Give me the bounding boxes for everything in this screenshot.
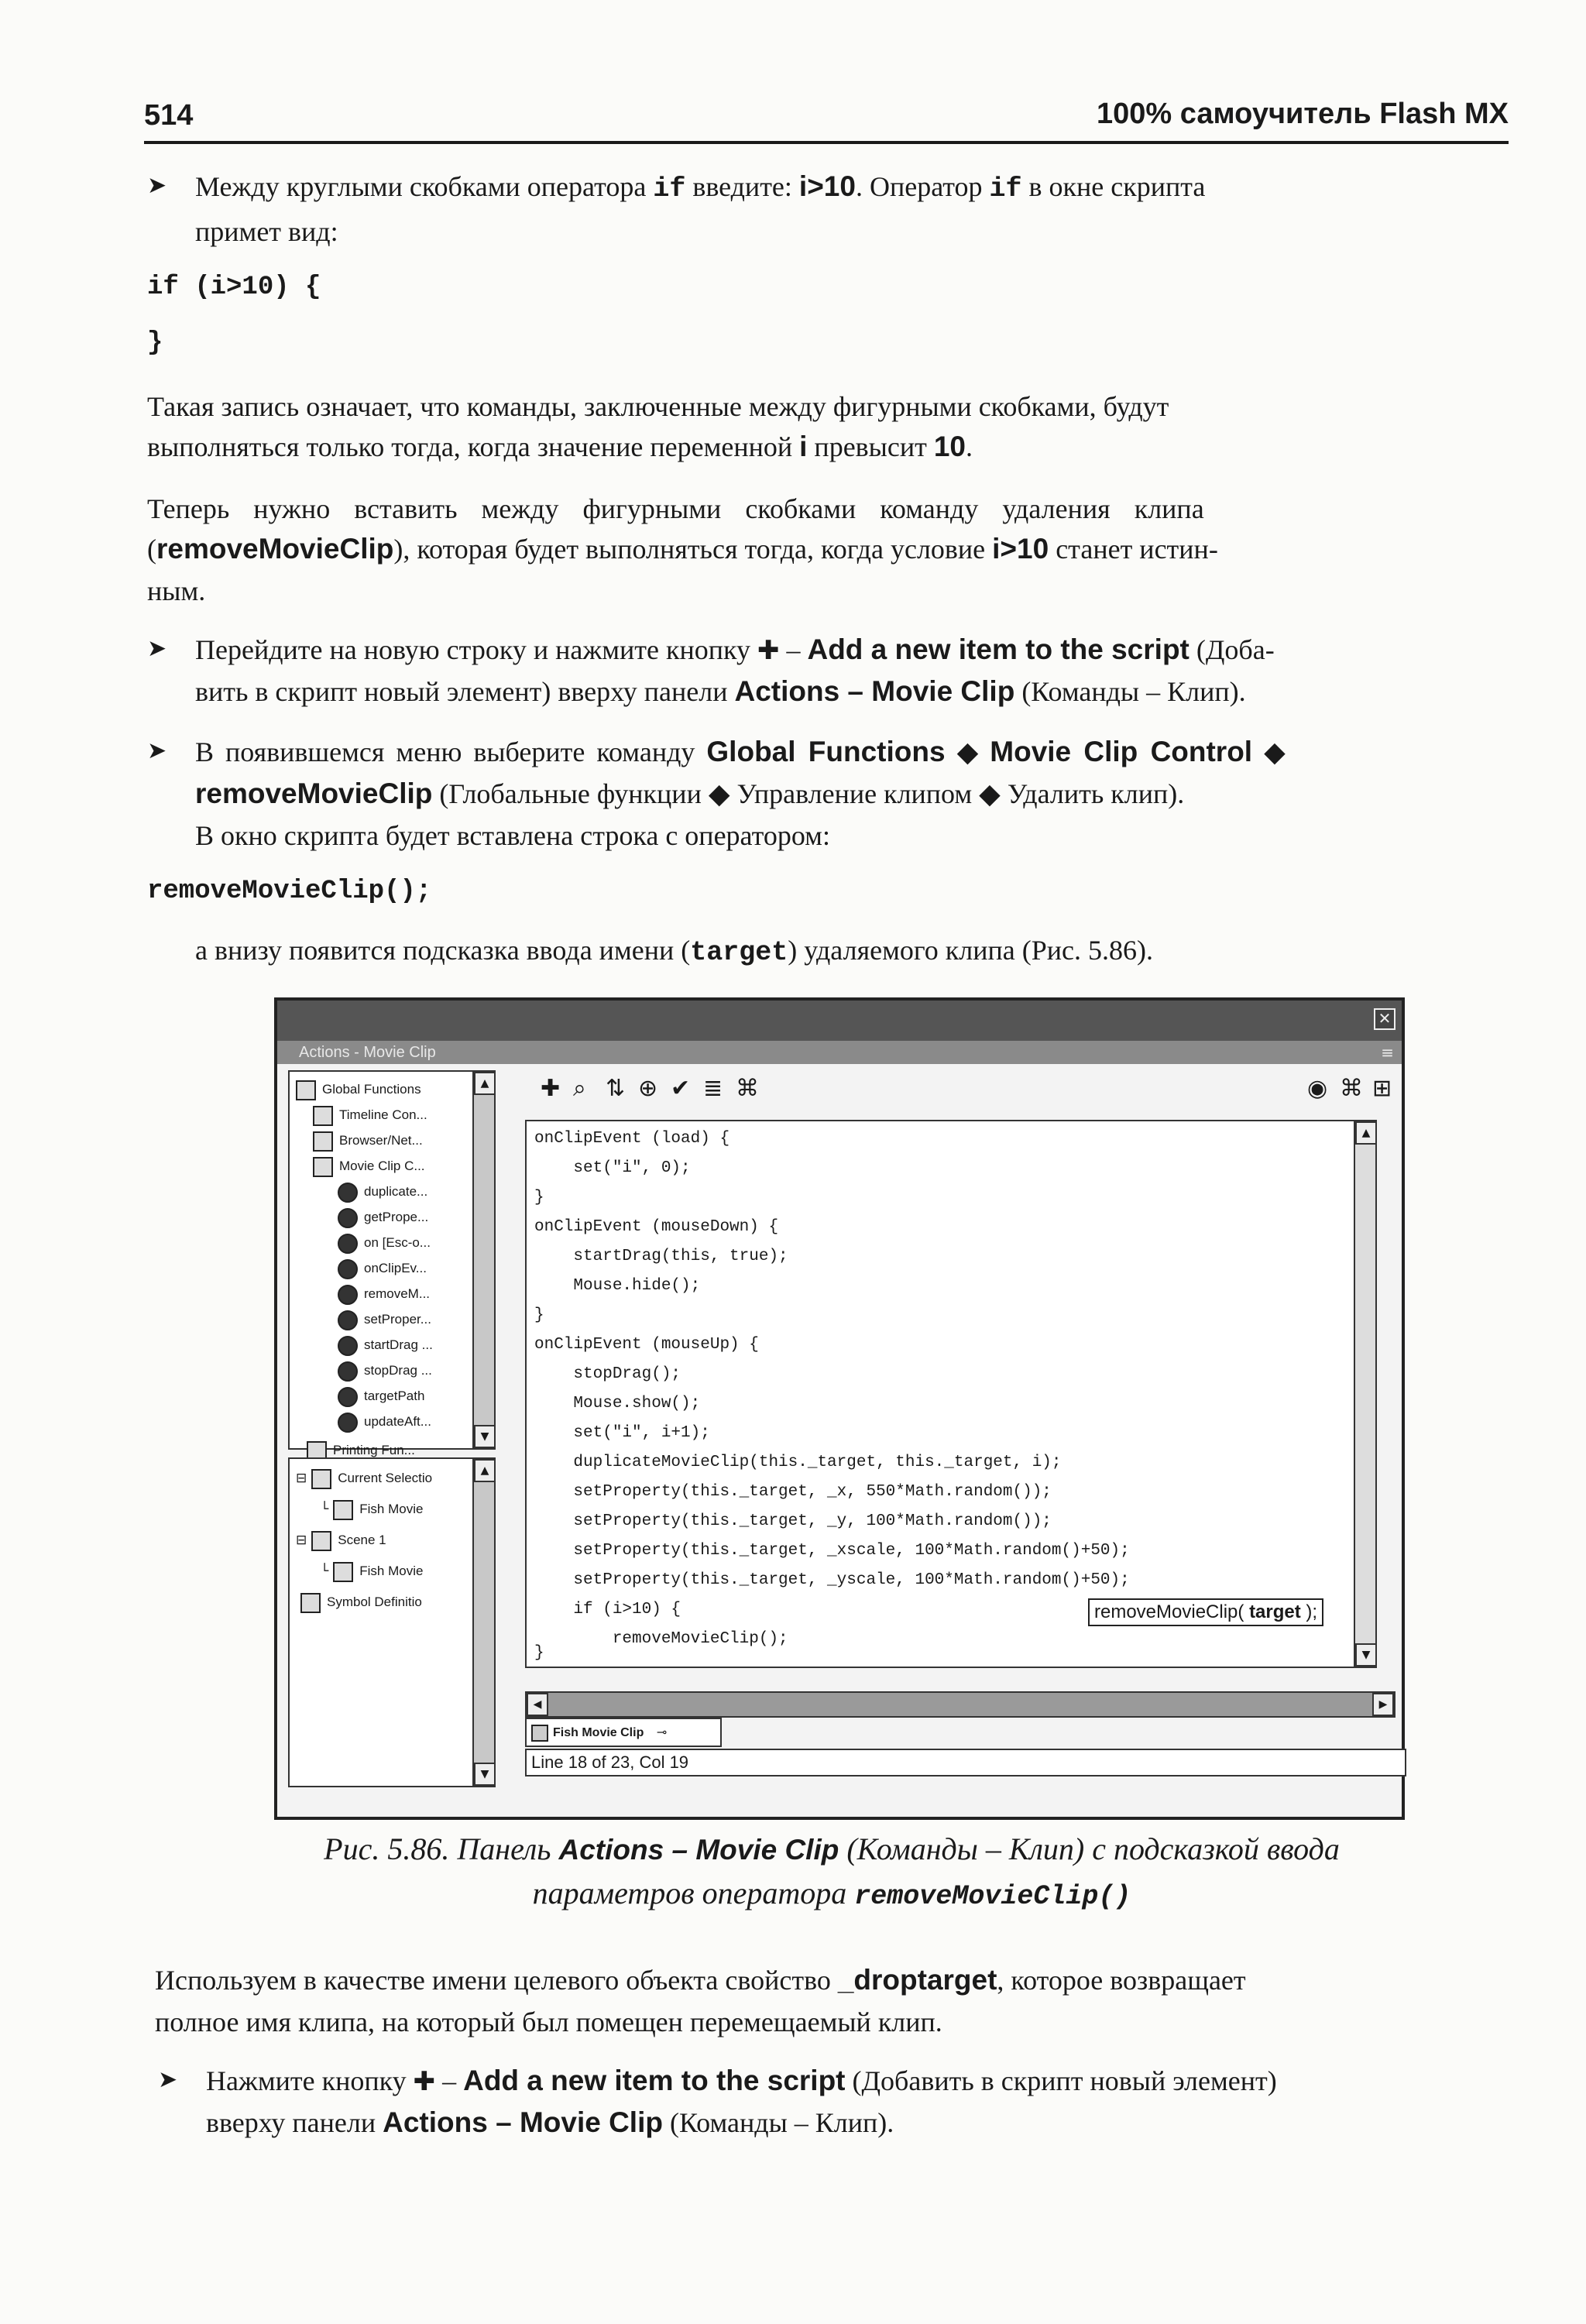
movie-clip-icon [333, 1500, 353, 1520]
tree-item-label: Global Functions [322, 1082, 421, 1097]
text: (Добавить в скрипт новый элемент) [845, 2065, 1277, 2096]
panel-title-bar[interactable] [277, 1041, 1402, 1064]
tree-item[interactable] [338, 1306, 431, 1333]
step-paragraph-1-line2: примет вид: [195, 216, 338, 247]
code-line: removeMovieClip(); [534, 1630, 788, 1648]
scene-item[interactable] [296, 1465, 432, 1492]
paragraph-5-line2: полное имя клипа, на который был помещен перемещаемый клип. [155, 2006, 942, 2037]
action-icon [338, 1208, 358, 1228]
text: Рис. 5.86. Панель [324, 1831, 559, 1866]
scroll-down-icon[interactable]: ▼ [1355, 1643, 1377, 1667]
tree-item-label: startDrag ... [364, 1337, 433, 1352]
code-line: set("i", 0); [534, 1159, 691, 1177]
action-icon [338, 1361, 358, 1382]
tree-expander-icon[interactable]: └ [321, 1564, 329, 1579]
text: вить в скрипт новый элемент) вверху панели [195, 676, 735, 707]
hint-text: ); [1300, 1601, 1318, 1622]
book-title: 100% самоучитель Flash MX [1097, 98, 1509, 130]
page-number: 514 [144, 99, 194, 132]
inline-bold: 10 [933, 431, 966, 462]
code-line: if (i>10) { [534, 1601, 681, 1619]
action-icon [338, 1234, 358, 1254]
inline-bold: Global Functions [706, 736, 946, 767]
code-line: onClipEvent (load) { [534, 1130, 730, 1148]
book-icon [313, 1106, 333, 1126]
code-line: setProperty(this._target, _y, 100*Math.random()); [534, 1512, 1052, 1530]
text: Нажмите кнопку [206, 2065, 414, 2096]
inline-bold: Movie Clip Control [990, 736, 1253, 767]
action-icon [338, 1413, 358, 1433]
scroll-down-icon[interactable]: ▼ [474, 1425, 496, 1448]
inline-code: if [989, 173, 1022, 204]
code-line: if (i>10) { [147, 273, 321, 302]
scroll-right-icon[interactable]: ▶ [1372, 1693, 1394, 1716]
text: (Глобальные функции ◆ Управление клипом ◆ Удалить клип). [432, 778, 1185, 809]
tree-item-label: getPrope... [364, 1210, 429, 1224]
tab-label: Fish Movie Clip [553, 1726, 644, 1739]
scene-item-label: Fish Movie [359, 1564, 424, 1578]
step-paragraph-4 [206, 2060, 1277, 2103]
action-icon [338, 1336, 358, 1356]
scene-item-label: Symbol Definitio [327, 1595, 422, 1609]
tree-item-label: onClipEv... [364, 1261, 427, 1275]
paragraph-2: Такая запись означает, что команды, заключенные между фигурными скобками, будут [147, 391, 1169, 422]
inline-bold: i [799, 431, 808, 462]
action-icon [338, 1387, 358, 1407]
action-icon [338, 1285, 358, 1305]
tree-item-label: targetPath [364, 1389, 425, 1403]
panel-top-bar [277, 1001, 1402, 1041]
tree-expander-icon[interactable]: ⊟ [296, 1471, 307, 1486]
inline-bold: i>10 [992, 533, 1049, 565]
code-line: } [534, 1189, 544, 1207]
hint-text: removeMovieClip( [1094, 1601, 1250, 1622]
tree-item[interactable] [338, 1358, 432, 1384]
code-line: stopDrag(); [534, 1365, 681, 1383]
inline-bold: Actions – Movie Clip [383, 2106, 663, 2138]
scene-tree [288, 1457, 496, 1787]
inline-bold: _droptarget [837, 1964, 997, 1996]
figure-caption [144, 1828, 1519, 1918]
code-line: Mouse.hide(); [534, 1277, 701, 1295]
text: вверху панели [206, 2107, 383, 2138]
text: В появившемся меню выберите команду [195, 736, 707, 767]
scroll-up-icon[interactable]: ▲ [474, 1459, 496, 1482]
toolbox-scrollbar[interactable] [472, 1072, 494, 1448]
text: – [435, 2065, 464, 2096]
text: ( [147, 534, 156, 565]
script-tab[interactable] [525, 1718, 722, 1747]
actions-toolbox [288, 1070, 496, 1457]
scene-scrollbar[interactable] [472, 1459, 494, 1786]
tree-item-label: removeM... [364, 1286, 431, 1301]
text: (Команды – Клип) с подсказкой ввода [839, 1831, 1340, 1866]
scene-item[interactable] [296, 1589, 422, 1615]
paragraph-2-line2 [147, 426, 973, 468]
movie-clip-icon [311, 1469, 331, 1489]
tree-expander-icon[interactable]: └ [321, 1502, 329, 1517]
add-item-icon: ✚ [413, 2066, 436, 2097]
script-editor[interactable] [525, 1120, 1377, 1668]
movie-clip-icon [311, 1531, 331, 1551]
step-paragraph-2-line2 [195, 671, 1246, 712]
code-hint-icon[interactable]: ⌘ [736, 1075, 759, 1102]
replace-icon[interactable]: ⇅ [606, 1075, 626, 1102]
bullet-2: ➤ [147, 636, 167, 661]
editor-scrollbar[interactable] [1354, 1121, 1375, 1667]
text: выполняться только тогда, когда значение переменной [147, 431, 800, 462]
inline-bold: Add a new item to the script [807, 633, 1190, 665]
scene-item[interactable] [296, 1527, 386, 1553]
code-line: duplicateMovieClip(this._target, this._target, i); [534, 1454, 1062, 1471]
tree-item-label: Browser/Net... [339, 1133, 423, 1148]
scene-item-label: Current Selectio [338, 1471, 433, 1485]
text: ◆ [1252, 736, 1286, 767]
check-syntax-icon[interactable]: ✔ [671, 1075, 691, 1102]
hint-param: target [1249, 1601, 1301, 1622]
tree-item-label: on [Esc-o... [364, 1235, 431, 1250]
movie-clip-icon [300, 1593, 321, 1613]
code-line: startDrag(this, true); [534, 1248, 788, 1265]
tree-item[interactable] [338, 1179, 427, 1205]
code-line: set("i", i+1); [534, 1424, 710, 1442]
debug-options-icon[interactable]: ⌘ [1340, 1075, 1363, 1102]
text: . Оператор [855, 171, 990, 202]
text: в окне скрипта [1021, 171, 1206, 202]
text: ), которая будет выполняться тогда, когда условие [393, 534, 993, 565]
script-toolbar [525, 1070, 1392, 1117]
paragraph-5 [155, 1959, 1246, 2001]
tree-item[interactable] [338, 1281, 430, 1307]
tree-item[interactable] [313, 1153, 425, 1179]
code-line: setProperty(this._target, _x, 550*Math.random()); [534, 1483, 1052, 1501]
tree-item[interactable] [313, 1102, 427, 1128]
text: Используем в качестве имени целевого объекта свойство [155, 1965, 838, 1996]
inline-bold: Add a new item to the script [463, 2065, 846, 2096]
tree-item-label: Printing Fun... [333, 1443, 415, 1457]
paragraph-3-line2 [147, 528, 1218, 570]
paragraph-3: Теперь нужно вставить между фигурными скобками команду удаления клипа [147, 493, 1204, 524]
tree-item[interactable] [296, 1076, 421, 1103]
actions-panel-figure [274, 997, 1405, 1820]
tree-item[interactable] [338, 1204, 428, 1231]
inline-bold: Actions – Movie Clip [734, 675, 1015, 707]
text: станет истин- [1049, 534, 1218, 565]
scene-item-label: Fish Movie [359, 1502, 424, 1516]
tree-expander-icon[interactable]: ⊟ [296, 1533, 307, 1548]
text: (Команды – Клип). [662, 2107, 894, 2138]
auto-format-icon[interactable]: ≣ [703, 1075, 723, 1102]
inline-bold: removeMovieClip [195, 778, 433, 809]
step-paragraph-3-line3: В окно скрипта будет вставлена строка с оператором: [195, 820, 830, 851]
paragraph-3-line3: ным. [147, 575, 206, 606]
text: введите: [685, 171, 799, 202]
code-line: setProperty(this._target, _xscale, 100*Math.random()+50); [534, 1542, 1130, 1560]
tree-item[interactable] [338, 1383, 424, 1409]
book-icon [296, 1080, 316, 1100]
tree-item[interactable] [338, 1332, 433, 1358]
scroll-left-icon[interactable]: ◀ [527, 1693, 548, 1716]
scene-item[interactable] [321, 1496, 423, 1522]
tree-item[interactable] [338, 1255, 427, 1282]
tree-item-label: updateAft... [364, 1414, 431, 1429]
header-rule [144, 141, 1509, 144]
text: Перейдите на новую строку и нажмите кнопку [195, 634, 757, 665]
step-paragraph-1 [195, 166, 1512, 210]
inline-bold: Actions – Movie Clip [558, 1834, 839, 1866]
add-item-icon[interactable]: ✚ [541, 1075, 561, 1102]
code-line: onClipEvent (mouseUp) { [534, 1336, 759, 1354]
scroll-up-icon[interactable]: ▲ [1355, 1121, 1377, 1145]
code-hint-tooltip [1088, 1598, 1323, 1626]
tree-item-label: stopDrag ... [364, 1363, 432, 1378]
step-paragraph-3 [195, 731, 1286, 773]
code-line: } [147, 328, 163, 358]
inline-code: if [653, 173, 686, 204]
tree-item-label: duplicate... [364, 1184, 428, 1199]
step-paragraph-2 [195, 629, 1527, 671]
editor-hscrollbar[interactable] [525, 1691, 1395, 1718]
tree-item[interactable] [338, 1230, 431, 1256]
bullet-3: ➤ [147, 738, 167, 764]
close-icon[interactable]: ✕ [1374, 1008, 1395, 1030]
text: (Доба- [1189, 634, 1275, 665]
bullet-4: ➤ [158, 2067, 178, 2092]
book-icon [313, 1157, 333, 1177]
action-icon [338, 1310, 358, 1330]
panel-title: Actions - Movie Clip [299, 1044, 436, 1061]
reference-icon[interactable]: ◉ [1307, 1075, 1328, 1102]
tree-item-label: Movie Clip C... [339, 1159, 425, 1173]
inline-bold: removeMovieClip [156, 533, 394, 565]
text: ) удаляемого клипа (Рис. 5.86). [788, 935, 1153, 966]
book-icon [313, 1131, 333, 1152]
code-line: Mouse.show(); [534, 1395, 701, 1413]
add-item-icon: ✚ [757, 635, 780, 666]
step-paragraph-3-line2 [195, 773, 1184, 815]
scene-item[interactable] [321, 1558, 423, 1584]
code-line: } [534, 1306, 544, 1324]
text: ◆ [945, 736, 990, 767]
inline-bold: i>10 [798, 170, 856, 202]
code-line: } [534, 1644, 544, 1662]
text: . [965, 431, 973, 462]
text: – [779, 634, 808, 665]
code-line: onClipEvent (mouseDown) { [534, 1218, 779, 1236]
tree-item-label: setProper... [364, 1312, 431, 1327]
scroll-down-icon[interactable]: ▼ [474, 1763, 496, 1786]
scene-item-label: Scene 1 [338, 1533, 386, 1547]
status-bar [525, 1749, 1406, 1776]
inline-code: target [690, 937, 788, 968]
code-line: setProperty(this._target, _yscale, 100*Math.random()+50); [534, 1571, 1130, 1589]
code-line: removeMovieClip(); [147, 877, 432, 906]
view-options-icon[interactable]: ⊞ [1372, 1075, 1392, 1102]
inline-code: removeMovieClip() [854, 1881, 1131, 1912]
menu-icon[interactable]: ≡ [1381, 1043, 1394, 1062]
movie-clip-icon [531, 1725, 548, 1742]
text: Между круглыми скобками оператора [195, 171, 654, 202]
text: параметров оператора [532, 1876, 855, 1910]
scroll-up-icon[interactable]: ▲ [474, 1072, 496, 1095]
text: , которое возвращает [997, 1965, 1246, 1996]
text: а внизу появится подсказка ввода имени ( [195, 935, 691, 966]
paragraph-4 [195, 929, 1153, 973]
status-text: Line 18 of 23, Col 19 [531, 1752, 689, 1772]
step-paragraph-4-line2 [206, 2102, 894, 2144]
text: (Команды – Клип). [1014, 676, 1246, 707]
movie-clip-icon [333, 1562, 353, 1582]
text: превысит [807, 431, 934, 462]
action-icon [338, 1259, 358, 1279]
tree-item[interactable] [313, 1128, 423, 1154]
action-icon [338, 1183, 358, 1203]
pin-icon[interactable]: ⊸ [656, 1725, 668, 1739]
insert-target-icon[interactable]: ⊕ [638, 1075, 658, 1102]
tree-item[interactable] [338, 1409, 431, 1435]
tree-item-label: Timeline Con... [339, 1107, 427, 1122]
bullet-1: ➤ [147, 173, 167, 198]
find-icon[interactable]: ⌕ [573, 1075, 586, 1102]
